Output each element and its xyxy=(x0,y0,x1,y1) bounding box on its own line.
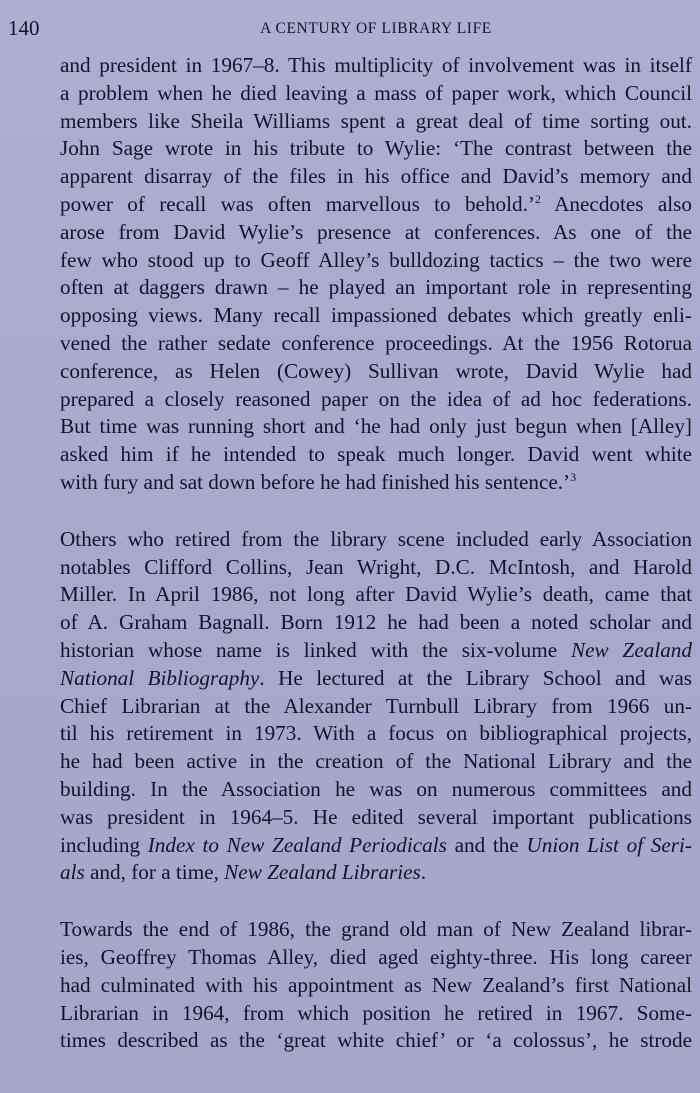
text-line: apparent disarray of the files in his office and David’s memory and xyxy=(60,164,692,189)
text-line: of A. Graham Bagnall. Born 1912 he had been a noted scholar and xyxy=(60,610,692,635)
book-title: New Zealand Libraries xyxy=(224,860,421,885)
text-line: times described as the ‘great white chief’ or ‘a colossus’, he strode xyxy=(60,1028,692,1053)
text-line-with-title xyxy=(60,665,692,693)
text-line: a problem when he died leaving a mass of paper work, which Council xyxy=(60,80,692,105)
book-title: New Zealand xyxy=(571,637,692,662)
paragraph-1 xyxy=(60,52,692,497)
text-line: Librarian in 1964, from which position he retired in 1967. Some- xyxy=(60,1000,692,1025)
text-line: conference, as Helen (Cowey) Sullivan wrote, David Wylie had xyxy=(60,358,692,383)
text-fragment: with fury and sat down before he had finished his sentence.’ xyxy=(60,469,571,494)
book-title: National Bibliography xyxy=(60,665,260,690)
text-line: had culminated with his appointment as New Zealand’s first National xyxy=(60,972,692,997)
footnote-marker: 2 xyxy=(534,191,541,206)
text-line: Chief Librarian at the Alexander Turnbull Library from 1966 un- xyxy=(60,693,692,718)
text-line: few who stood up to Geoff Alley’s bulldozing tactics – the two were xyxy=(60,247,692,272)
body-text xyxy=(60,52,692,1055)
paragraph-3 xyxy=(60,916,692,1055)
text-line: Towards the end of 1986, the grand old man of New Zealand librar- xyxy=(60,917,692,942)
page-number: 140 xyxy=(8,16,40,40)
footnote-marker: 3 xyxy=(570,469,577,484)
book-title: als xyxy=(60,860,85,885)
text-line: ies, Geoffrey Thomas Alley, died aged eighty-three. His long career xyxy=(60,944,692,969)
text-line: often at daggers drawn – he played an important role in representing xyxy=(60,275,692,300)
text-line: prepared a closely reasoned paper on the idea of ad hoc federations. xyxy=(60,386,692,411)
text-line: Others who retired from the library scene included early Association xyxy=(60,526,692,551)
text-line: building. In the Association he was on numerous committees and xyxy=(60,776,692,801)
text-fragment: . He lectured at the Library School and was xyxy=(259,665,692,690)
text-line: vened the rather sedate conference proceedings. At the 1956 Rotorua xyxy=(60,330,692,355)
text-fragment: and the xyxy=(446,832,527,857)
text-line: arose from David Wylie’s presence at conferences. As one of the xyxy=(60,219,692,244)
text-fragment: power of recall was often marvellous to behold.’ xyxy=(60,191,535,216)
text-line-with-title xyxy=(60,859,692,887)
text-fragment: historian whose name is linked with the six-volume xyxy=(60,637,572,662)
text-fragment: . xyxy=(420,860,427,885)
text-line-with-title xyxy=(60,832,692,860)
text-line-with-title xyxy=(60,637,692,665)
text-line: notables Clifford Collins, Jean Wright, D.C. McIntosh, and Harold xyxy=(60,554,692,579)
book-title: Index to New Zealand Periodicals xyxy=(147,832,447,857)
text-line-with-note xyxy=(60,469,692,497)
text-line: Miller. In April 1986, not long after David Wylie’s death, came that xyxy=(60,582,692,607)
running-head: A CENTURY OF LIBRARY LIFE xyxy=(260,20,492,37)
text-fragment: Anecdotes also xyxy=(540,191,692,216)
text-line: opposing views. Many recall impassioned debates which greatly enli- xyxy=(60,303,692,328)
paragraph-2 xyxy=(60,526,692,887)
text-line: til his retirement in 1973. With a focus on bibliographical projects, xyxy=(60,721,692,746)
text-line: asked him if he intended to speak much longer. David went white xyxy=(60,442,692,467)
text-line: was president in 1964–5. He edited several important publications xyxy=(60,804,692,829)
book-title: Union List of Seri- xyxy=(526,832,692,857)
text-fragment: including xyxy=(60,832,148,857)
text-line: and president in 1967–8. This multiplicity of involvement was in itself xyxy=(60,53,692,77)
text-line-with-note xyxy=(60,191,692,219)
text-fragment: and, for a time, xyxy=(84,860,225,885)
text-line: members like Sheila Williams spent a great deal of time sorting out. xyxy=(60,108,692,133)
text-line: But time was running short and ‘he had only just begun when [Alley] xyxy=(60,414,692,439)
text-line: he had been active in the creation of the National Library and the xyxy=(60,749,692,774)
text-line: John Sage wrote in his tribute to Wylie: ‘The contrast between the xyxy=(60,136,692,161)
